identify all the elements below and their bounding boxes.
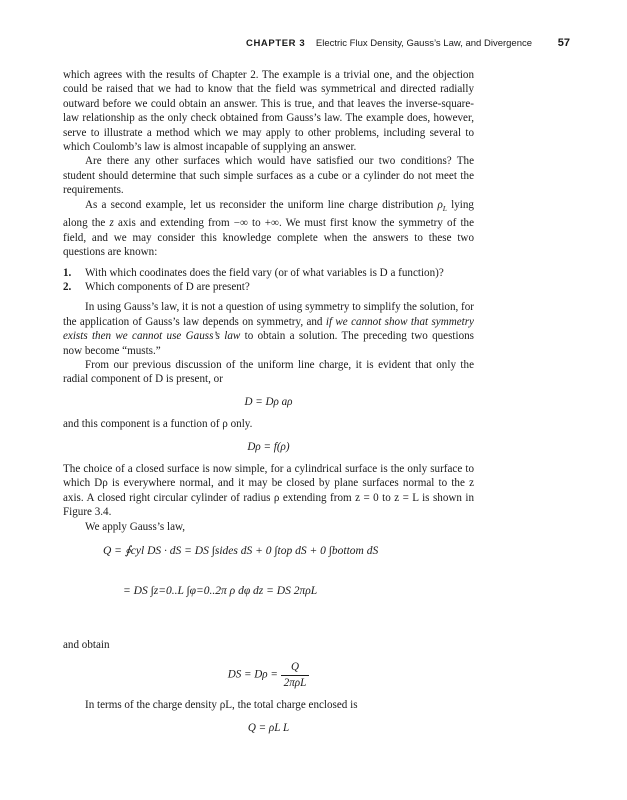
paragraph-2: Are there any other surfaces which would have satisfied our two conditions? The student should determine that such simple surfaces as a cube or a cylinder do not meet the requirements. (63, 155, 474, 197)
paragraph-3: As a second example, let us reconsider the uniform line charge distribution $\rho_L$ lying along the z axis and extending from −∞ to +∞. We must first know the symmetry of the field, and we may consider this knowledge complete when the answers to these two questions are known: (63, 198, 474, 259)
paragraph-8: We apply Gauss’s law, (85, 520, 186, 533)
list-item: 2. Which components of D are present? (63, 280, 250, 293)
equation-d-radial: D = Dρ aρ (244, 395, 293, 408)
equation-ds: DS = Dρ = $\frac{Q}{\text{2πρL}}$ (63, 660, 474, 690)
equation-total-charge: Q = ρL L (247, 721, 290, 734)
chapter-label: CHAPTER 3 (246, 38, 306, 49)
gauss-line-1: Q = ∮cyl DS · dS = DS ∫sides dS + 0 ∫top dS + 0 ∫bottom dS (103, 545, 379, 557)
paragraph-9: and obtain (63, 639, 110, 651)
equation-d-function: Dρ = f(ρ) (247, 440, 290, 453)
paragraph-1: which agrees with the results of Chapter 2. The example is a trivial one, and the objection could be raised that we had to know that the field was symmetrical and directed radially outward before we could obtain an answer. This is true, and that leaves the inverse-square-law relationship as the only check obtained from Gauss’s law. The example does, however, serve to illustrate a method which we may apply to other problems, including several to which Coulomb’s law is almost incapable of supplying an answer. (63, 69, 474, 154)
list-item: 1. With which coodinates does the field vary (or of what variables is D a function)? (63, 266, 444, 279)
page-number: 57 (557, 37, 570, 49)
running-header (60, 38, 570, 54)
question-list (63, 266, 474, 295)
paragraph-6: and this component is a function of ρ only. (63, 418, 253, 431)
gauss-line-2: = DS ∫z=0..L ∫φ=0..2π ρ dφ dz = DS 2πρL (123, 585, 318, 597)
paragraph-7: The choice of a closed surface is now simple, for a cylindrical surface is the only surface to which Dρ is everywhere normal, and it may be closed by plane surfaces normal to the z axis. A closed right circular cylinder of radius ρ extending from z = 0 to z = L is shown in Figure 3.4. (63, 462, 474, 519)
chapter-title: Electric Flux Density, Gauss’s Law, and Divergence (315, 38, 533, 49)
paragraph-10: In terms of the charge density ρL, the total charge enclosed is (85, 699, 358, 712)
paragraph-4: In using Gauss’s law, it is not a question of using symmetry to simplify the solution, for the application of Gauss’s law depends on symmetry, and if we cannot show that symmetry exists then we cannot use Gauss’s law to obtain a solution. The preceding two questions now become “musts.” (63, 301, 474, 357)
gauss-law-equation (63, 540, 474, 632)
paragraph-5: From our previous discussion of the uniform line charge, it is evident that only the radial component of D is present, or (63, 358, 474, 386)
page-body (63, 68, 474, 743)
